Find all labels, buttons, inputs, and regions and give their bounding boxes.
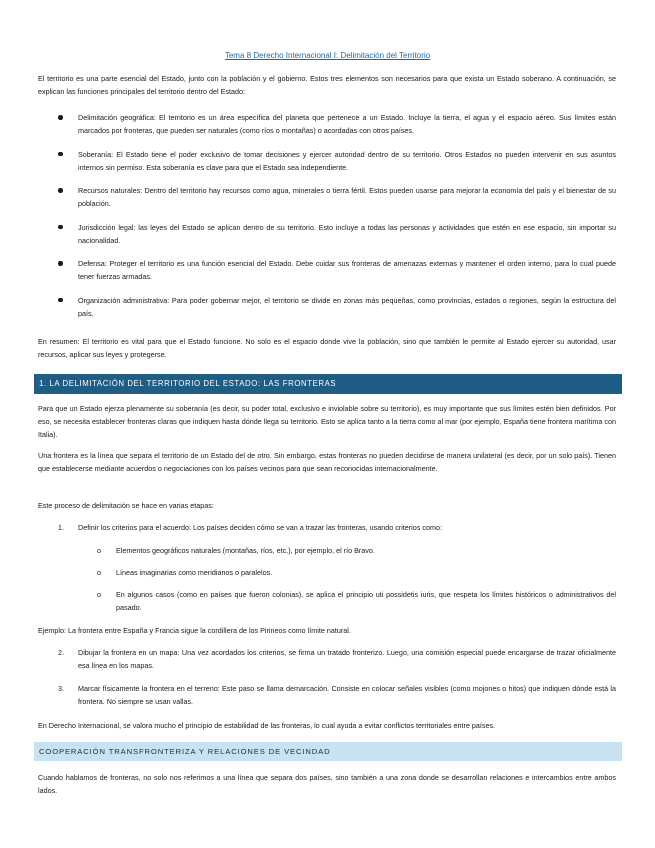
bullet-icon [58, 152, 63, 157]
section-heading-fronteras: 1. LA DELIMITACIÓN DEL TERRITORIO DEL ESTADO: LAS FRONTERAS [34, 374, 622, 394]
list-item: Defensa: Proteger el territorio es una función esencial del Estado. Debe cuidar sus fronteras de amenazas externas y mantener el orden interno, para lo cual puede tener fuerzas armadas. [38, 257, 616, 283]
circle-bullet-icon: o [97, 546, 101, 555]
bullet-icon [58, 261, 63, 266]
list-item: Delimitación geográfica: El territorio es un área específica del planeta que pertenece a un Estado. Incluye la tierra, el agua y el espacio aéreo. Sus límites están marcados por fronteras, que pueden ser naturales (como ríos o montañas) o acordadas con otros países. [38, 111, 616, 137]
fronteras-paragraph-1: Para que un Estado ejerza plenamente su soberanía (es decir, su poder total, exclusivo e inviolable sobre su territorio), es muy importante que sus límites estén bien definidos. Por eso, se necesita establecer fronteras claras que indiquen hasta dónde llega su territorio. Esto se aplica tanto a la tierra como al mar (por ejemplo, España tiene frontera marítima con Italia). [38, 404, 616, 439]
functions-list [38, 111, 616, 330]
summary-paragraph: En resumen: El territorio es vital para que el Estado funcione. No solo es el espacio donde vive la población, sino que también le permite al Estado ejercer su autoridad, usar recursos, aplicar sus leyes y protegerse. [38, 337, 616, 359]
numbered-item: 1. Definir los criterios para el acuerdo: Los países deciden cómo se van a trazar las fronteras, usando criterios como: [58, 523, 442, 532]
bullet-icon [58, 115, 63, 120]
criteria-item: o En algunos casos (como en países que fueron colonias), se aplica el principio uti possidetis iuris, que respeta los límites históricos o administrativos del pasado. [97, 590, 616, 612]
list-item: Organización administrativa: Para poder gobernar mejor, el territorio se divide en zonas más pequeñas, como provincias, estados o regiones, según la estructura del país. [38, 294, 616, 320]
criteria-item: o Elementos geográficos naturales (montañas, ríos, etc.), por ejemplo, el río Bravo. [97, 546, 375, 555]
circle-bullet-icon: o [97, 590, 101, 599]
circle-bullet-icon: o [97, 568, 101, 577]
numbered-item: 3. Marcar físicamente la frontera en el terreno: Este paso se llama demarcación. Consiste en colocar señales visibles (como mojones o hitos) que indiquen dónde está la frontera. No siempre se usan vallas. [58, 684, 616, 706]
bullet-icon [58, 188, 63, 193]
list-item: Jurisdicción legal: las leyes del Estado se aplican dentro de su territorio. Esto incluye a todas las personas y actividades que estén en ese espacio, sin importar su nacionalidad. [38, 221, 616, 247]
example-paragraph: Ejemplo: La frontera entre España y Francia sigue la cordillera de los Pirineos como límite natural. [38, 626, 351, 635]
closing-paragraph: En Derecho Internacional, se valora mucho el principio de estabilidad de las fronteras, lo cual ayuda a evitar conflictos territoriales entre países. [38, 721, 496, 730]
bullet-icon [58, 298, 63, 303]
section-heading-cooperacion: COOPERACIÓN TRANSFRONTERIZA Y RELACIONES DE VECINDAD [34, 742, 622, 761]
cooperacion-paragraph: Cuando hablamos de fronteras, no solo nos referimos a una línea que separa dos países, sino también a una zona donde se desarrollan relaciones e intercambios entre ambos lados. [38, 773, 616, 795]
fronteras-paragraph-2: Una frontera es la línea que separa el territorio de un Estado del de otro. Sin embargo, estas fronteras no pueden decidirse de manera unilateral (es decir, por un solo país). Tienen que establecerse mediante acuerdos o negociaciones con los países vecinos para que sean reconocidas internacionalmente. [38, 451, 616, 473]
criteria-item: o Líneas imaginarias como meridianos o paralelos. [97, 568, 273, 577]
list-item: Soberanía: El Estado tiene el poder exclusivo de tomar decisiones y ejercer autoridad dentro de su territorio. Otros Estados no pueden intervenir en sus asuntos internos sin permiso. Esta soberanía es clave para que el Estado sea independiente. [38, 148, 616, 174]
bullet-icon [58, 225, 63, 230]
numbered-item: 2. Dibujar la frontera en un mapa: Una vez acordados los criterios, se firma un tratado fronterizo. Luego, una comisión especial puede encargarse de trazar oficialmente esa línea en los mapas. [58, 648, 616, 670]
fronteras-paragraph-3: Este proceso de delimitación se hace en varias etapas: [38, 501, 214, 510]
intro-paragraph: El territorio es una parte esencial del Estado, junto con la población y el gobierno. Estos tres elementos son necesarios para que exista un Estado soberano. A continuación, se explican las funciones principales del territorio dentro del Estado: [38, 74, 616, 96]
page-title: Tema 8 Derecho Internacional I: Delimitación del Territorio [224, 51, 431, 60]
list-item: Recursos naturales: Dentro del territorio hay recursos como agua, minerales o tierra fértil. Estos pueden usarse para mejorar la economía del país y el bienestar de su población. [38, 184, 616, 210]
